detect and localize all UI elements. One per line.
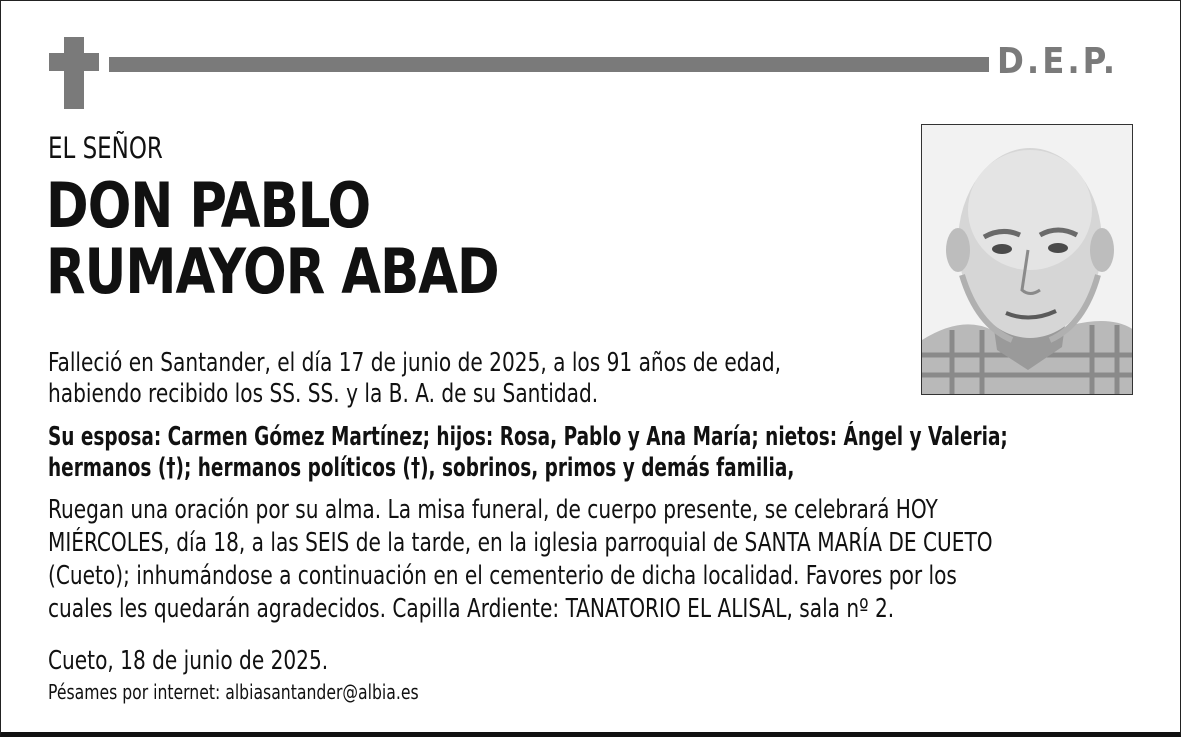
mass-line-4: cuales les quedarán agradecidos. Capilla Ardiente: TANATORIO EL ALISAL, sala nº 2. <box>48 594 895 624</box>
condolences-line: Pésames por internet: albiasantander@albia.es <box>48 680 419 704</box>
place-date: Cueto, 18 de junio de 2025. <box>48 646 329 676</box>
family-paragraph <box>48 422 1008 484</box>
death-line-1: Falleció en Santander, el día 17 de junio de 2025, a los 91 años de edad, <box>48 348 782 378</box>
name-line-1: DON PABLO <box>46 169 371 242</box>
name-line-2: RUMAYOR ABAD <box>46 235 499 308</box>
death-paragraph <box>48 348 781 410</box>
intro-title: EL SEÑOR <box>48 131 163 165</box>
dep-label: D.E.P. <box>997 41 1119 82</box>
mass-line-1: Ruegan una oración por su alma. La misa funeral, de cuerpo presente, se celebrará HOY <box>48 495 938 525</box>
deceased-name <box>46 169 499 308</box>
mass-paragraph <box>48 494 993 626</box>
family-line-1: Su esposa: Carmen Gómez Martínez; hijos: Rosa, Pablo y Ana María; nietos: Ángel y Valeria; <box>48 422 1008 452</box>
cross-icon <box>64 37 84 109</box>
mass-line-3: (Cueto); inhumándose a continuación en el cementerio de dicha localidad. Favores por los <box>48 561 957 591</box>
family-line-2: hermanos (†); hermanos políticos (†), sobrinos, primos y demás familia, <box>48 453 795 483</box>
header-rule <box>109 57 989 72</box>
portrait-photo <box>921 124 1133 395</box>
death-line-2: habiendo recibido los SS. SS. y la B. A. de su Santidad. <box>48 379 599 409</box>
cross-icon-arm <box>49 53 99 71</box>
portrait-image <box>922 125 1133 395</box>
mass-line-2: MIÉRCOLES, día 18, a las SEIS de la tarde, en la iglesia parroquial de SANTA MARÍA DE CUETO <box>48 528 993 558</box>
